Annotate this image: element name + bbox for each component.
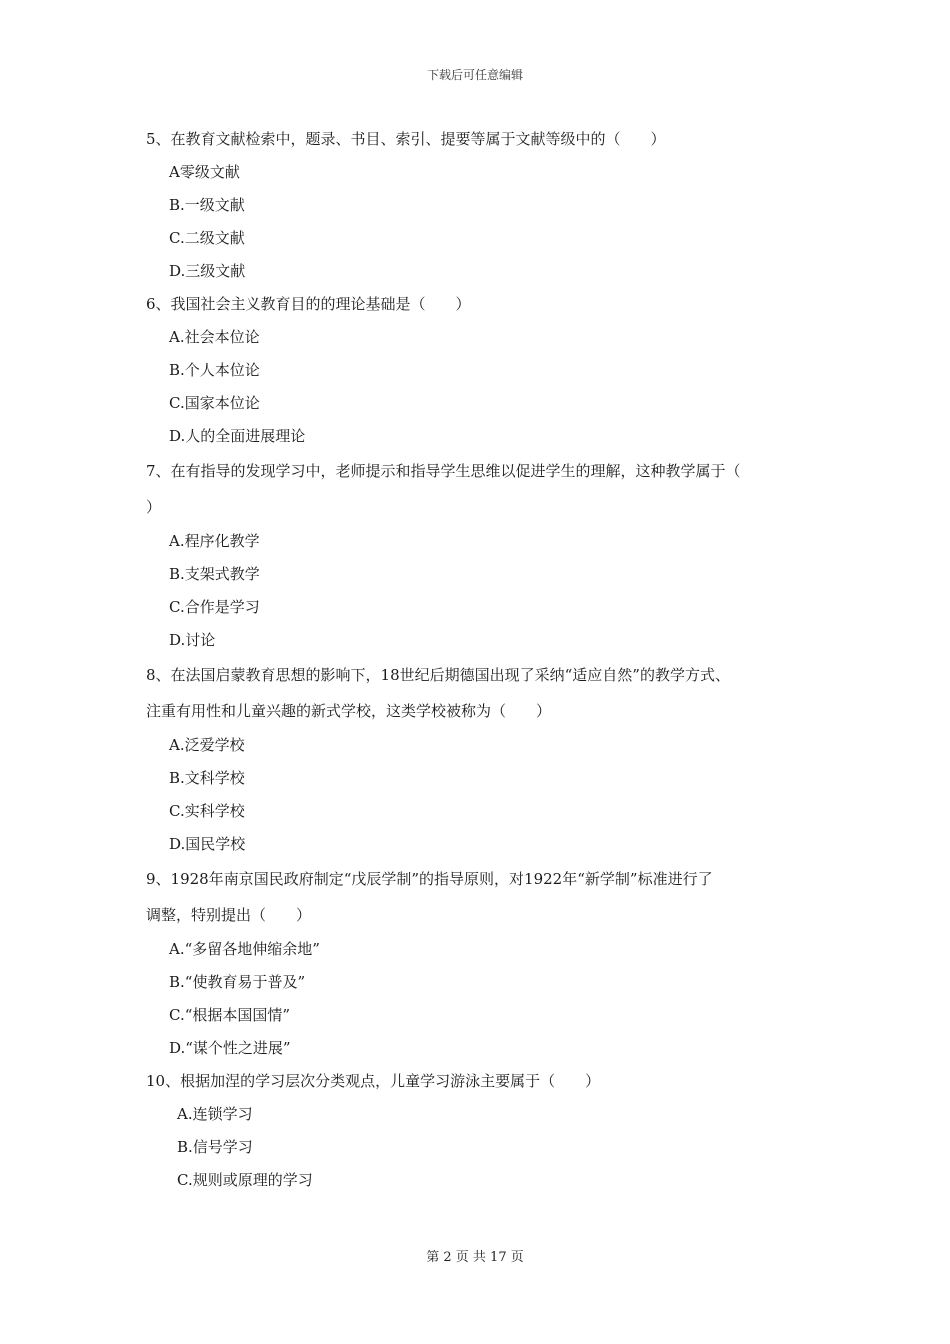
option-c: C.二级文献 <box>169 229 245 247</box>
option-c: C.合作是学习 <box>169 598 260 616</box>
question-5 <box>146 123 826 288</box>
question-9 <box>146 861 826 1065</box>
question-stem: 9、1928年南京国民政府制定“戊辰学制”的指导原则，对1922年“新学制”标准进行了 <box>146 870 713 888</box>
option-a: A.“多留各地伸缩余地” <box>169 940 320 958</box>
option-a: A.社会本位论 <box>169 328 260 346</box>
option-b: B.个人本位论 <box>169 361 260 379</box>
option-d: D.“谋个性之进展” <box>169 1039 291 1057</box>
option-a: A.连锁学习 <box>177 1105 253 1123</box>
option-a: A.泛爱学校 <box>169 736 245 754</box>
option-a: A零级文献 <box>169 163 240 181</box>
question-stem: 6、我国社会主义教育目的的理论基础是（ ） <box>146 295 471 313</box>
question-6 <box>146 288 826 453</box>
question-stem-continued: 调整，特别提出（ ） <box>146 906 312 924</box>
option-c: C.规则或原理的学习 <box>177 1171 313 1189</box>
page-footer: 第 2 页 共 17 页 <box>426 1250 524 1265</box>
option-b: B.信号学习 <box>177 1138 253 1156</box>
page-header: 下载后可任意编辑 <box>426 68 523 82</box>
option-d: D.讨论 <box>169 631 216 649</box>
option-c: C.国家本位论 <box>169 394 260 412</box>
option-c: C.实科学校 <box>169 802 245 820</box>
question-stem-continued: 注重有用性和儿童兴趣的新式学校，这类学校被称为（ ） <box>146 702 552 720</box>
question-stem-continued: ） <box>146 498 162 516</box>
option-b: B.“使教育易于普及” <box>169 973 306 991</box>
question-stem: 5、在教育文献检索中，题录、书目、索引、提要等属于文献等级中的（ ） <box>146 130 666 148</box>
option-c: C.“根据本国国情” <box>169 1006 291 1024</box>
question-7 <box>146 453 826 657</box>
question-10 <box>146 1065 826 1197</box>
option-b: B.一级文献 <box>169 196 245 214</box>
question-list <box>146 123 826 1197</box>
question-stem: 8、在法国启蒙教育思想的影响下，18世纪后期德国出现了采纳“适应自然”的教学方式、 <box>146 666 730 684</box>
question-stem: 7、在有指导的发现学习中，老师提示和指导学生思维以促进学生的理解，这种教学属于（ <box>146 462 741 480</box>
question-stem: 10、根据加涅的学习层次分类观点，儿童学习游泳主要属于（ ） <box>146 1072 601 1090</box>
option-d: D.三级文献 <box>169 262 246 280</box>
option-a: A.程序化教学 <box>169 532 260 550</box>
option-b: B.支架式教学 <box>169 565 260 583</box>
option-d: D.国民学校 <box>169 835 246 853</box>
option-b: B.文科学校 <box>169 769 245 787</box>
question-8 <box>146 657 826 861</box>
option-d: D.人的全面进展理论 <box>169 427 306 445</box>
